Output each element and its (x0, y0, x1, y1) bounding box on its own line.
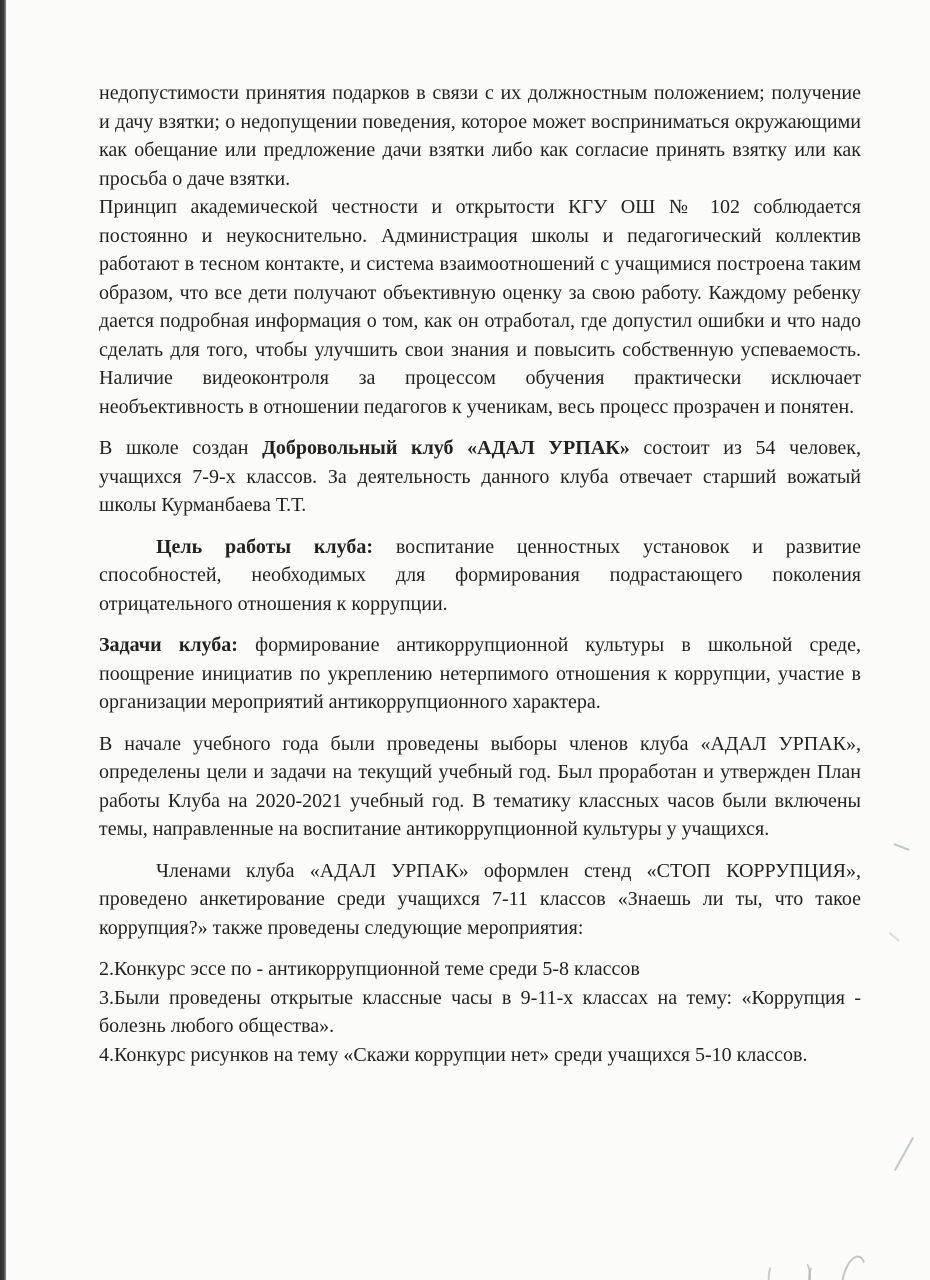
pen-mark-faint (889, 932, 900, 942)
pen-mark-tick (893, 843, 910, 851)
paragraph-6 (99, 730, 861, 844)
handwriting-remnant-4 (837, 1253, 871, 1280)
paragraph-1 (99, 79, 861, 193)
paragraph-8 (99, 955, 861, 984)
text-run: состоит из 54 человек, учащихся 7-9-х классов. За деятельность данного клуба отвечает старший вожатый школы Курманбаева Т.Т. (99, 437, 861, 516)
handwriting-remnant-3 (807, 1262, 828, 1280)
paragraph-5 (99, 631, 861, 717)
text-run: Принцип академической честности и открытости КГУ ОШ № 102 соблюдается постоянно и неукоснительно. Администрация школы и педагогический коллектив работают в тесном контакте, и система взаимоотношений с учащимися построена таким образом, что все дети получают объективную оценку за свою работу. Каждому ребенку дается подробная информация о том, как он отработал, где допустил ошибки и что надо сделать для того, чтобы улучшить свои знания и повысить собственную успеваемость. Наличие видеоконтроля за процессом обучения практически исключает необъективность в отношении педагогов к ученикам, весь процесс прозрачен и понятен. (99, 196, 861, 418)
bold-text-run: Задачи клуба: (99, 634, 238, 656)
document-body (99, 79, 861, 1069)
text-run: воспитание ценностных установок и развитие способностей, необходимых для формирования подрастающего поколения отрицательного отношения к коррупции. (99, 535, 862, 615)
paragraph-7 (99, 857, 861, 943)
paragraph-4 (99, 533, 861, 619)
text-run: Членами клуба «АДАЛ УРПАК» оформлен стенд «СТОП КОРРУПЦИЯ», проведено анкетирование среди учащихся 7-11 классов «Знаешь ли ты, что такое коррупция?» также проведены следующие мероприятия: (99, 859, 861, 939)
bold-text-run: Добровольный клуб «АДАЛ УРПАК» (262, 437, 630, 459)
scan-edge-artifact (0, 0, 6, 1280)
paragraph-3 (99, 434, 861, 520)
text-run: 2.Конкурс эссе по - антикоррупционной теме среди 5-8 классов (99, 958, 640, 980)
handwriting-remnant-1 (765, 1261, 790, 1280)
text-run: формирование антикоррупционной культуры в школьной среде, поощрение инициатив по укреплению нетерпимого отношения к коррупции, участие в организации мероприятий антикоррупционного характера. (99, 634, 861, 713)
text-run: недопустимости принятия подарков в связи с их должностным положением; получение и дачу взятки; о недопущении поведения, которое может восприниматься окружающими как обещание или предложение дачи взятки либо как согласие принять взятку или как просьба о даче взятки. (99, 82, 861, 190)
text-run: В школе создан (99, 437, 263, 459)
text-run: 3.Были проведены открытые классные часы в 9-11-х классах на тему: «Коррупция - болезнь любого общества». (99, 986, 861, 1037)
paragraph-10 (99, 1041, 861, 1070)
paragraph-2 (99, 193, 861, 421)
bold-text-run: Цель работы клуба: (156, 535, 374, 558)
paragraph-9 (99, 984, 861, 1041)
pen-mark-slash (894, 1137, 914, 1171)
text-run: В начале учебного года были проведены выборы членов клуба «АДАЛ УРПАК», определены цели и задачи на текущий учебный год. Был проработан и утвержден План работы Клуба на 2020-2021 учебный год. В тематику классных часов были включены темы, направленные на воспитание антикоррупционной культуры у учащихся. (99, 732, 861, 840)
text-run: 4.Конкурс рисунков на тему «Скажи коррупции нет» среди учащихся 5-10 классов. (99, 1043, 808, 1066)
